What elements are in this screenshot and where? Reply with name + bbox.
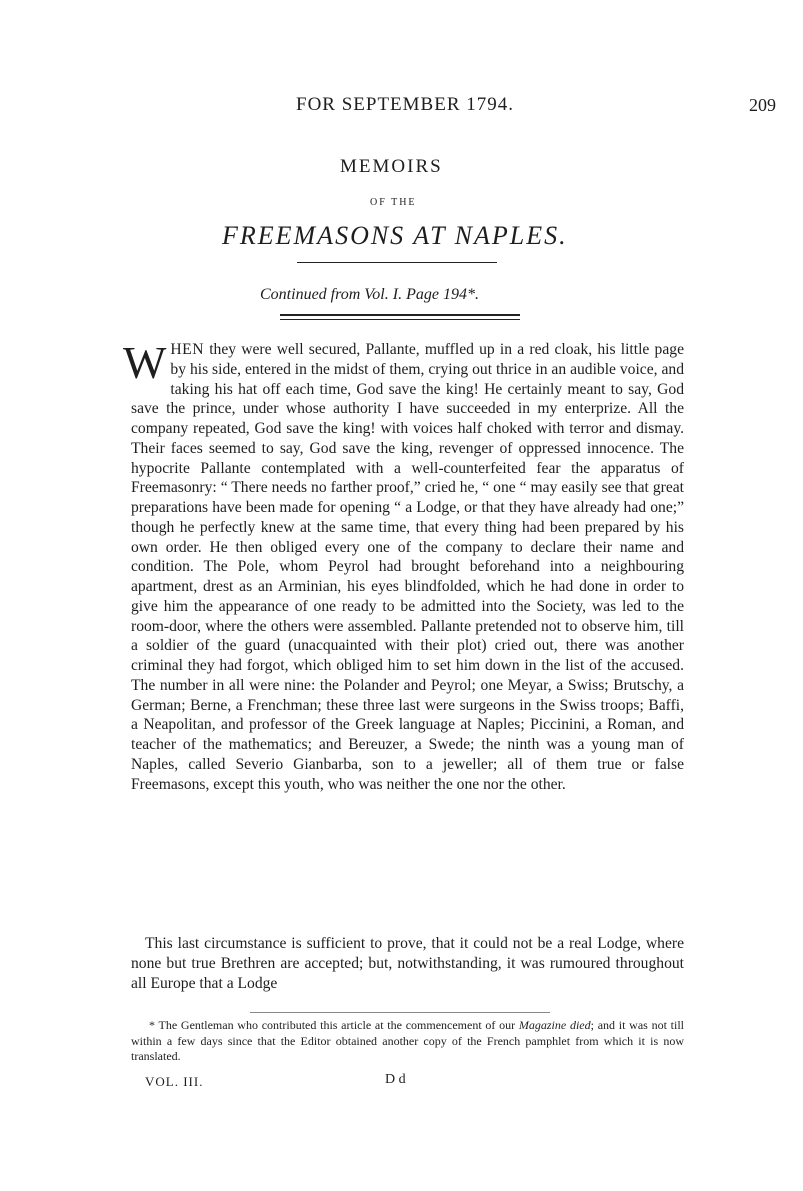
first-word-rest: HEN — [170, 341, 204, 358]
volume-mark: VOL. III. — [145, 1074, 204, 1089]
footnote-italic: Magazine died — [518, 1018, 591, 1032]
double-rule — [280, 314, 520, 320]
title-of-the: OF THE — [370, 197, 417, 208]
title-memoirs: MEMOIRS — [340, 156, 443, 177]
signature-mark: D d — [385, 1072, 406, 1087]
title-rule — [297, 262, 497, 263]
footnote-text-b: ; and it was not till within a few days since that the Editor obtained another copy of the French pamphlet from which it is now translated. — [131, 1018, 684, 1063]
footnote — [131, 1018, 684, 1065]
article-title: FREEMASONS AT NAPLES. — [222, 221, 568, 250]
footnote-text-a: * The Gentleman who contributed this article at the commencement of our — [149, 1018, 519, 1032]
footnote-rule — [250, 1012, 550, 1013]
continued-note: Continued from Vol. I. Page 194*. — [260, 286, 479, 303]
paragraph-1-text: they were well secured, Pallante, muffled up in a red cloak, his little page by his side, entered in the midst of them, crying out thrice in an audible voice, and taking his hat off each time, God save the king! He certainly meant to say, God save the prince, under whose authority I have succeeded in my enterprize. All the company repeated, God save the king! with voices half choked with terror and dismay. Their faces seemed to say, God save the king, revenger of oppressed innocence. The hypocrite Pallante contemplated with a well-counterfeited fear the apparatus of Freemasonry: “ There needs no farther proof,” cried he, “ one “ may easily see that great preparations have been made for opening “ a Lodge, or that they have already had one;” though he perfectly knew at the same time, that every thing had been prepared by his own order. He then obliged every one of the company to declare their name and condition. The Pole, whom Peyrol had brought beforehand into a neighbouring apartment, drest as an Arminian, his eyes blindfolded, which he had done in order to give him the appearance of one ready to be admitted into the Society, was led to the room-door, where the others were assembled. Pallante pretended not to observe him, till a soldier of the guard (unacquainted with their plot) cried out, there was another criminal they had forgot, which obliged him to set him down in the list of the accused. The number in all were nine: the Polander and Peyrol; one Meyar, a Swiss; Brutschy, a German; Berne, a Frenchman; these three last were surgeons in the Swiss troops; Baffi, a Neapolitan, and professor of the Greek language at Naples; Piccinini, a Roman, and teacher of the mathematics; and Bereuzer, a Swede; the ninth was a young man of Naples, called Severio Gianbarba, son to a jeweller; all of them true or false Freemasons, except this youth, who was neither the one nor the other. — [131, 341, 684, 793]
page-number: 209 — [749, 95, 776, 115]
drop-cap: W — [123, 337, 167, 388]
running-head: FOR SEPTEMBER 1794. — [296, 94, 515, 115]
paragraph-2: This last circumstance is sufficient to prove, that it could not be a real Lodge, where none but true Brethren are accepted; but, notwithstanding, it was rumoured throughout all Europe that a Lodge — [131, 935, 684, 992]
paragraph-1 — [123, 337, 684, 794]
